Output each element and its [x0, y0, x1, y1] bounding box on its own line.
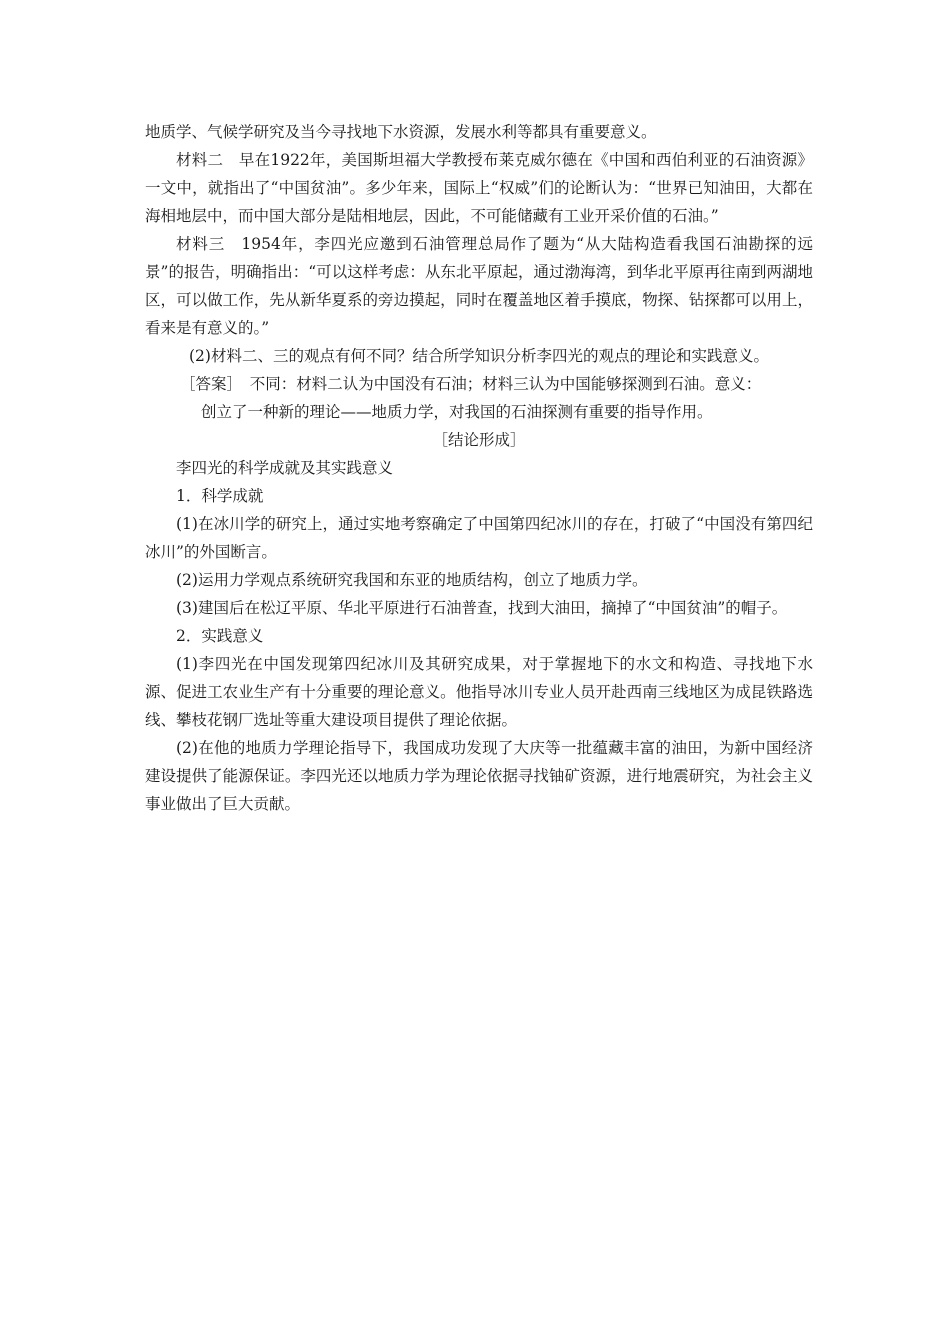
- material-two-paragraph: 材料二 早在1922年，美国斯坦福大学教授布莱克威尔德在《中国和西伯利亚的石油资源》一文中，就指出了“中国贫油”。多少年来，国际上“权威”们的论断认为：“世界已知油田，大都在海相地层中，而中国大部分是陆相地层，因此，不可能储藏有工业开采价值的石油。”: [145, 151, 813, 225]
- answer-continuation: 创立了一种新的理论——地质力学，对我国的石油探测有重要的指导作用。: [201, 403, 713, 421]
- answer-line: ［答案］ 不同：材料二认为中国没有石油；材料三认为中国能够探测到石油。意义：: [180, 375, 762, 393]
- achievement-item-2: (2)运用力学观点系统研究我国和东亚的地质结构，创立了地质力学。: [176, 571, 648, 589]
- paragraph-continuation: 地质学、气候学研究及当今寻找地下水资源，发展水利等都具有重要意义。: [145, 123, 657, 141]
- document-body: [145, 118, 813, 818]
- achievement-item-3: (3)建国后在松辽平原、华北平原进行石油普查，找到大油田，摘掉了“中国贫油”的帽子。: [176, 599, 788, 617]
- question-2: (2)材料二、三的观点有何不同？结合所学知识分析李四光的观点的理论和实践意义。: [189, 347, 769, 365]
- subheading-significance: 2．实践意义: [176, 627, 264, 645]
- achievement-item-1: (1)在冰川学的研究上，通过实地考察确定了中国第四纪冰川的存在，打破了“中国没有第四纪冰川”的外国断言。: [145, 515, 813, 561]
- significance-item-2: (2)在他的地质力学理论指导下，我国成功发现了大庆等一批蕴藏丰富的油田，为新中国经济建设提供了能源保证。李四光还以地质力学为理论依据寻找铀矿资源，进行地震研究，为社会主义事业做出了巨大贡献。: [145, 739, 813, 813]
- significance-item-1: (1)李四光在中国发现第四纪冰川及其研究成果，对于掌握地下的水文和构造、寻找地下水源、促进工农业生产有十分重要的理论意义。他指导冰川专业人员开赴西南三线地区为成昆铁路选线、攀枝花钢厂选址等重大建设项目提供了理论依据。: [145, 655, 813, 729]
- material-three-paragraph: 材料三 1954年，李四光应邀到石油管理总局作了题为“从大陆构造看我国石油勘探的远景”的报告，明确指出：“可以这样考虑：从东北平原起，通过渤海湾，到华北平原再往南到两湖地区，可以做工作，先从新华夏系的旁边摸起，同时在覆盖地区着手摸底，物探、钻探都可以用上，看来是有意义的。”: [145, 235, 813, 337]
- subheading-achievements: 1．科学成就: [176, 487, 264, 505]
- section-heading-conclusion: ［结论形成］: [432, 431, 526, 449]
- summary-title: 李四光的科学成就及其实践意义: [176, 459, 394, 477]
